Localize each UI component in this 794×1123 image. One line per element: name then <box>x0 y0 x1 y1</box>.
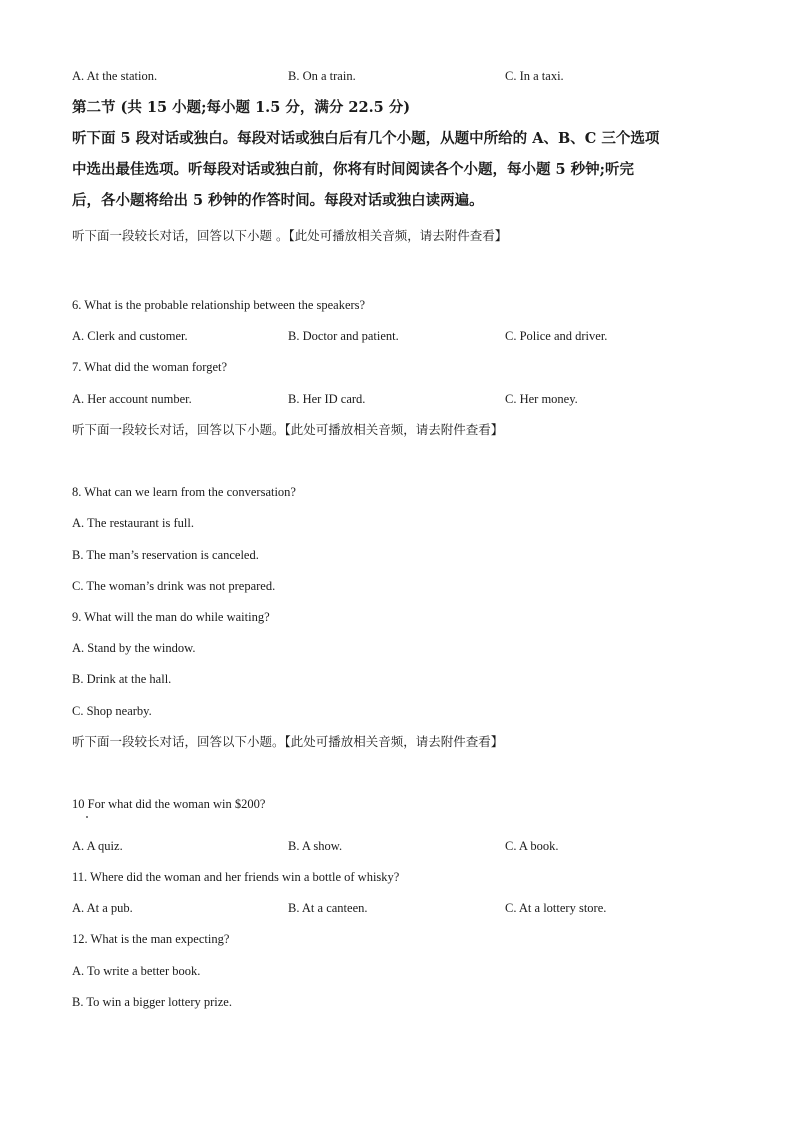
q9-option-c: C. Shop nearby. <box>72 704 152 718</box>
q8-option-b: B. The man’s reservation is canceled. <box>72 548 259 562</box>
section-heading: 第二节 (共 15 小题;每小题 1.5 分，满分 22.5 分) <box>72 99 411 116</box>
q12-option-a: A. To write a better book. <box>72 964 201 978</box>
listening-prompt-2: 听下面一段较长对话，回答以下小题。【此处可播放相关音频，请去附件查看】 <box>72 422 504 437</box>
q9-option-b: B. Drink at the hall. <box>72 672 172 686</box>
question-8: 8. What can we learn from the conversation? <box>72 485 296 499</box>
question-6: 6. What is the probable relationship between the speakers? <box>72 298 366 312</box>
question-10: 10 For what did the woman win $200? <box>72 797 266 811</box>
question-12: 12. What is the man expecting? <box>72 932 230 946</box>
question-9: 9. What will the man do while waiting? <box>72 610 270 624</box>
q5-option-c: C. In a taxi. <box>505 69 564 83</box>
listening-prompt-3: 听下面一段较长对话，回答以下小题。【此处可播放相关音频，请去附件查看】 <box>72 734 504 749</box>
q10-option-c: C. A book. <box>505 839 559 853</box>
q9-option-a: A. Stand by the window. <box>72 641 196 655</box>
q7-option-a: A. Her account number. <box>72 392 192 406</box>
q5-option-b: B. On a train. <box>288 69 356 83</box>
q6-option-a: A. Clerk and customer. <box>72 329 188 343</box>
question-7: 7. What did the woman forget? <box>72 360 228 374</box>
stray-dot-mark <box>86 816 88 818</box>
q11-option-c: C. At a lottery store. <box>505 901 607 915</box>
q12-option-b: B. To win a bigger lottery prize. <box>72 995 232 1009</box>
q10-option-a: A. A quiz. <box>72 839 123 853</box>
q10-option-b: B. A show. <box>288 839 343 853</box>
section-instructions-line-2: 中选出最佳选项。听每段对话或独白前，你将有时间阅读各个小题，每小题 5 秒钟;听完 <box>72 161 635 178</box>
q8-option-c: C. The woman’s drink was not prepared. <box>72 579 276 593</box>
section-instructions-line-1: 听下面 5 段对话或独白。每段对话或独白后有几个小题，从题中所给的 A、B、C 三个选项 <box>72 130 660 147</box>
question-11: 11. Where did the woman and her friends win a bottle of whisky? <box>72 870 400 884</box>
q6-option-b: B. Doctor and patient. <box>288 329 399 343</box>
section-instructions-line-3: 后，各小题将给出 5 秒钟的作答时间。每段对话或独白读两遍。 <box>72 192 484 209</box>
q7-option-c: C. Her money. <box>505 392 578 406</box>
q7-option-b: B. Her ID card. <box>288 392 366 406</box>
q6-option-c: C. Police and driver. <box>505 329 608 343</box>
q11-option-b: B. At a canteen. <box>288 901 368 915</box>
q5-option-a: A. At the station. <box>72 69 158 83</box>
q11-option-a: A. At a pub. <box>72 901 133 915</box>
listening-prompt-1: 听下面一段较长对话，回答以下小题 。【此处可播放相关音频，请去附件查看】 <box>72 228 508 243</box>
q8-option-a: A. The restaurant is full. <box>72 516 194 530</box>
